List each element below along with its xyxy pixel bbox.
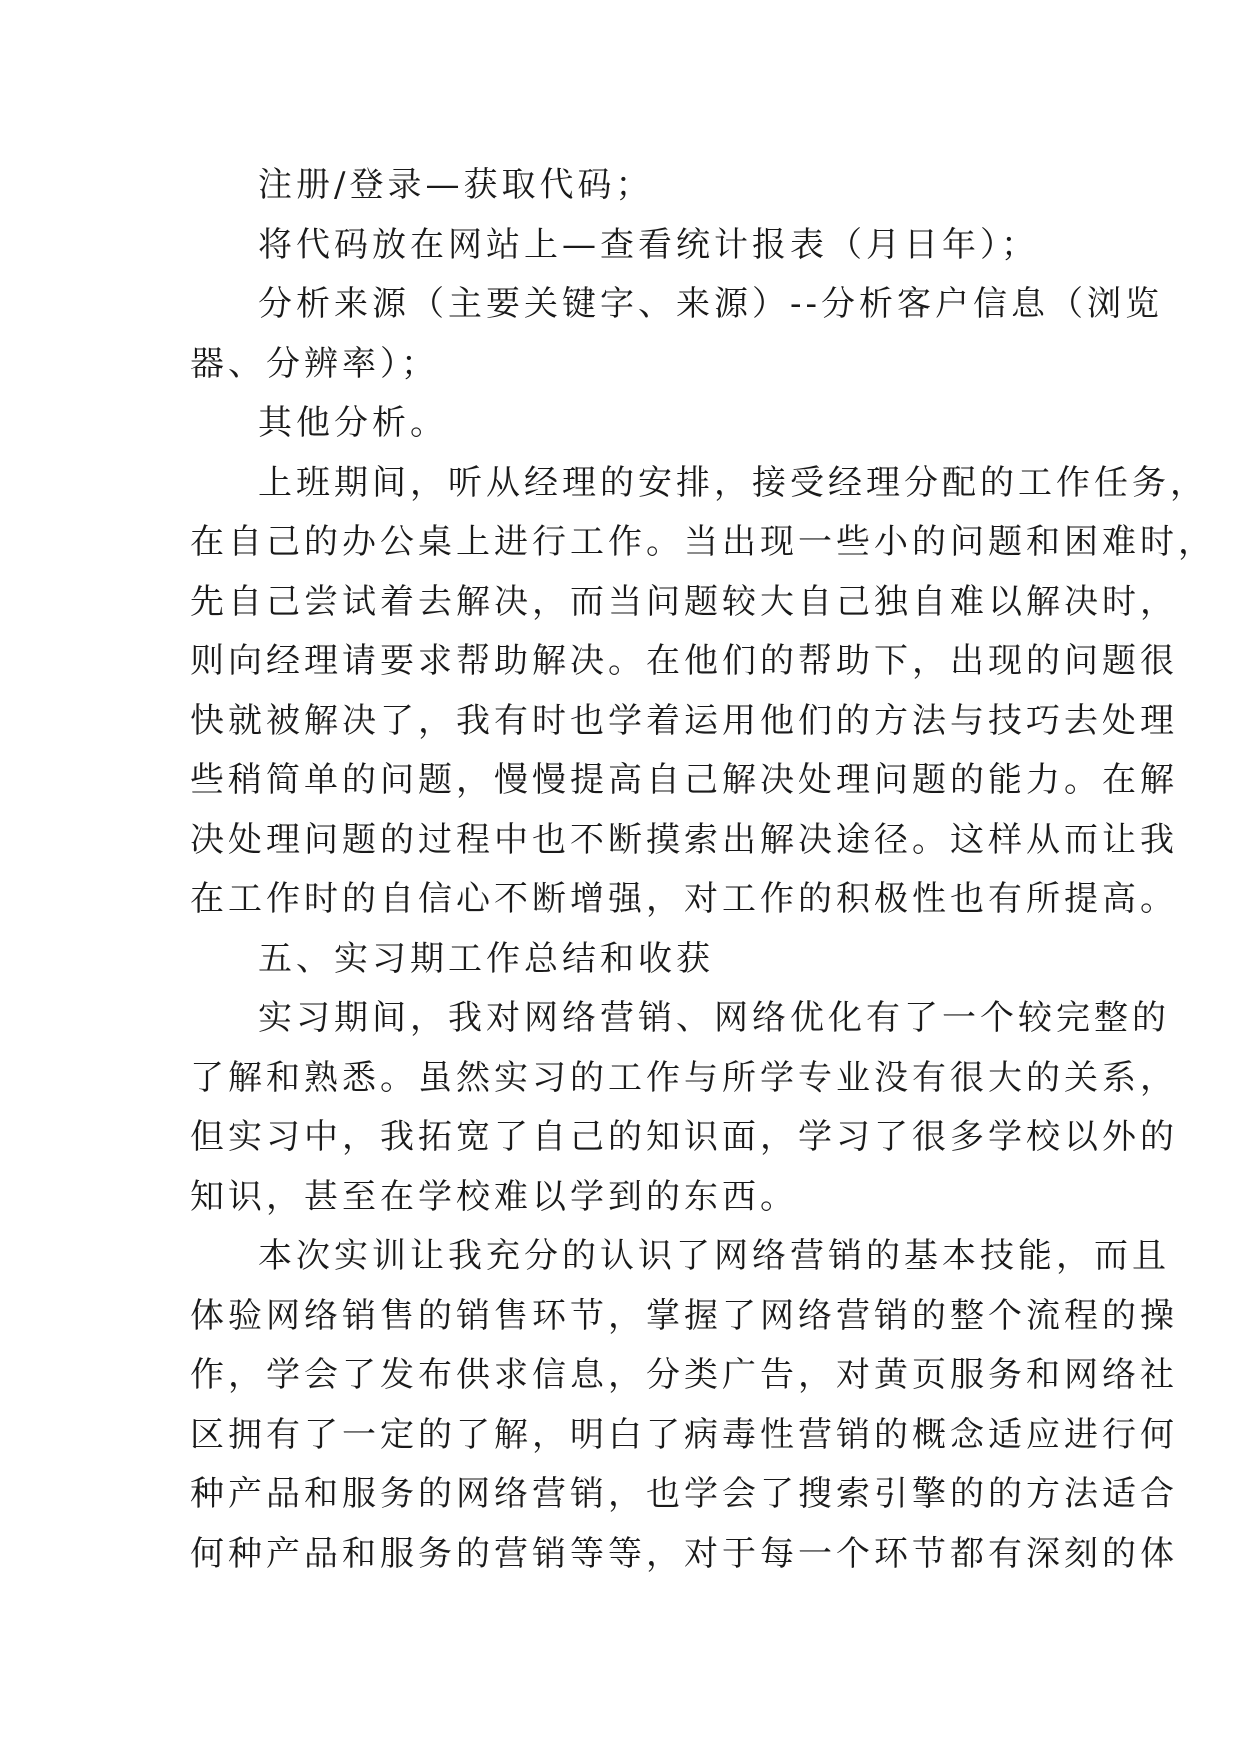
paragraph-line: 但实习中，我拓宽了自己的知识面，学习了很多学校以外的 [190,1117,1178,1157]
paragraph-line: 注册/登录—获取代码； [258,165,654,205]
paragraph-line: 器、分辨率）； [190,343,439,384]
paragraph-line: 作，学会了发布供求信息，分类广告，对黄页服务和网络社 [190,1355,1178,1395]
paragraph-line: 体验网络销售的销售环节，掌握了网络营销的整个流程的操 [190,1295,1178,1336]
paragraph-line: 些稍简单的问题，慢慢提高自己解决处理问题的能力。在解 [190,760,1178,800]
paragraph-line: 快就被解决了，我有时也学着运用他们的方法与技巧去处理 [190,700,1178,741]
paragraph-line: 上班期间，听从经理的安排，接受经理分配的工作任务， [258,462,1208,503]
paragraph-line: 种产品和服务的网络营销，也学会了搜索引擎的的方法适合 [190,1474,1178,1514]
paragraph-line: 知识，甚至在学校难以学到的东西。 [190,1176,798,1217]
paragraph-line: 本次实训让我充分的认识了网络营销的基本技能，而且 [258,1236,1170,1276]
document-body [190,156,1216,1584]
paragraph-line: 何种产品和服务的营销等等，对于每一个环节都有深刻的体 [190,1533,1178,1574]
paragraph-line: 区拥有了一定的了解，明白了病毒性营销的概念适应进行何 [190,1414,1178,1455]
paragraph-line: 其他分析。 [258,403,448,443]
paragraph-line: 则向经理请要求帮助解决。在他们的帮助下，出现的问题很 [190,641,1178,681]
paragraph-line: 了解和熟悉。虽然实习的工作与所学专业没有很大的关系， [190,1057,1178,1098]
section-heading: 五、实习期工作总结和收获 [258,938,714,979]
paragraph-line: 在自己的办公桌上进行工作。当出现一些小的问题和困难时， [190,522,1216,562]
paragraph-line: 分析来源（主要关键字、来源）--分析客户信息（浏览 [258,284,1163,324]
paragraph-line: 先自己尝试着去解决，而当问题较大自己独自难以解决时， [190,581,1178,622]
paragraph-line: 在工作时的自信心不断增强，对工作的积极性也有所提高。 [190,879,1178,919]
paragraph-line: 将代码放在网站上—查看统计报表（月日年）； [258,224,1039,265]
paragraph-line: 决处理问题的过程中也不断摸索出解决途径。这样从而让我 [190,819,1178,860]
paragraph-line: 实习期间，我对网络营销、网络优化有了一个较完整的 [258,998,1170,1038]
